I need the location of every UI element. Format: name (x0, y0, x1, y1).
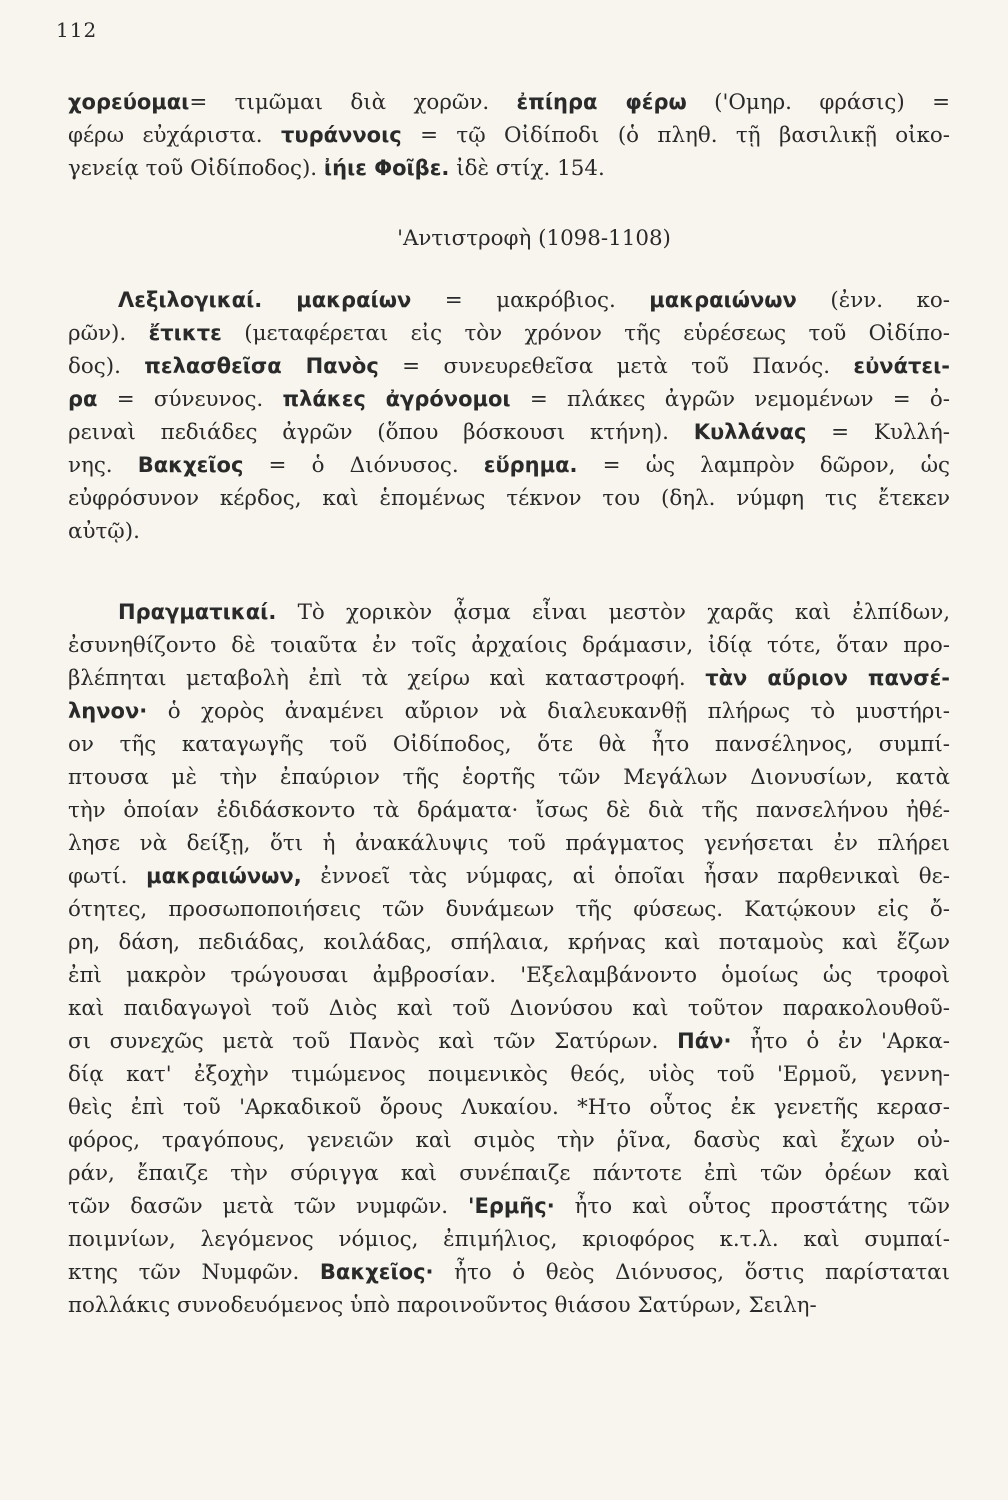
text-run: ρη, δάση, πεδιάδας, κοιλάδας, σπήλαια, κρήνας καὶ ποταμοὺς καὶ ἔζων (68, 930, 950, 955)
text-run: ότητες, προσωποποιήσεις τῶν δυνάμεων τῆς φύσεως. Κατῴκουν εἰς ὄ- (68, 897, 950, 922)
bold-term: ληνον· (68, 699, 148, 723)
intro-paragraph (68, 86, 950, 185)
real-paragraph (68, 596, 950, 1322)
bold-term: Λεξιλογικαί. μακραίων (118, 288, 412, 312)
text-run: = τιμῶμαι διὰ χορῶν. (189, 90, 517, 115)
text-line (68, 1223, 950, 1256)
text-run: = ὁ Διόνυσος. (243, 453, 484, 478)
text-line (68, 1190, 950, 1223)
text-run: ἐπὶ μακρὸν τρώγουσαι ἀμβροσίαν. 'Εξελαμβάνοντο ὁμοίως ὡς τροφοὶ (68, 963, 950, 988)
text-line (68, 827, 950, 860)
text-line (68, 695, 950, 728)
text-line (68, 1091, 950, 1124)
text-line (68, 761, 950, 794)
text-line (68, 152, 950, 185)
text-run: = ὡς λαμπρὸν δῶρον, ὡς (577, 453, 950, 478)
text-run: φέρω εὐχάριστα. (68, 123, 281, 148)
text-line (68, 959, 950, 992)
text-run: ἦτο ὁ ἐν 'Αρκα- (731, 1029, 951, 1054)
text-run: ὁ χορὸς ἀναμένει αὔριον νὰ διαλευκανθῇ πλήρως τὸ μυστήρι- (147, 699, 950, 724)
bold-term: τυράννοις (280, 123, 402, 147)
text-line (68, 1256, 950, 1289)
text-run: πτουσα μὲ τὴν ἐπαύριον τῆς ἑορτῆς τῶν Μεγάλων Διονυσίων, κατὰ (68, 765, 950, 790)
text-run: αὐτῷ). (68, 519, 140, 544)
text-run: = συνευρεθεῖσα μετὰ τοῦ Πανός. (378, 354, 854, 379)
text-line (68, 860, 950, 893)
text-run: ἦτο ὁ θεὸς Διόνυσος, ὅστις παρίσταται (433, 1260, 950, 1285)
text-line (68, 893, 950, 926)
text-run: κτης τῶν Νυμφῶν. (68, 1260, 320, 1285)
text-run: ('Ομηρ. φράσις) = (686, 90, 950, 115)
text-run: βλέπηται μεταβολὴ ἐπὶ τὰ χείρω καὶ καταστροφή. (68, 666, 706, 691)
text-run: ἦτο καὶ οὗτος προστάτης τῶν (554, 1194, 951, 1219)
text-line (68, 284, 950, 317)
bold-term: ρα (68, 387, 98, 411)
bold-term: μακραιώνων (649, 288, 797, 312)
text-line (68, 1124, 950, 1157)
bold-term: τὰν αὔριον πανσέ- (705, 666, 950, 690)
text-line (68, 1025, 950, 1058)
text-line (68, 317, 950, 350)
text-run: (ἐνν. κο- (796, 288, 950, 313)
text-run: ράν, ἔπαιζε τὴν σύριγγα καὶ συνέπαιζε πάντοτε ἐπὶ τῶν ὀρέων καὶ (68, 1161, 950, 1186)
text-run: δίᾳ κατ' ἐξοχὴν τιμώμενος ποιμενικὸς θεός, υἱὸς τοῦ 'Ερμοῦ, γεννη- (68, 1062, 950, 1087)
text-line (68, 119, 950, 152)
text-run: = Κυλλή- (806, 420, 951, 445)
bold-term: ἰήιε Φοῖβε. (323, 156, 450, 180)
bold-term: Πραγματικαί. (118, 600, 277, 624)
text-run: θεὶς ἐπὶ τοῦ 'Αρκαδικοῦ ὄρους Λυκαίου. *Ητο οὗτος ἐκ γενετῆς κερασ- (68, 1095, 950, 1120)
bold-term: εὐνάτει- (853, 354, 951, 378)
bold-term: ἐπίηρα φέρω (516, 90, 687, 114)
text-run: γενείᾳ τοῦ Οἰδίποδος). (68, 156, 324, 181)
bold-term: Πάν· (677, 1029, 732, 1053)
text-run: ον τῆς καταγωγῆς τοῦ Οἰδίποδος, ὅτε θὰ ἦτο πανσέληνος, συμπί- (68, 732, 950, 757)
text-line (68, 596, 950, 629)
text-run: = μακρόβιος. (411, 288, 650, 313)
bold-term: πλάκες ἀγρόνομοι (282, 387, 511, 411)
text-line (68, 416, 950, 449)
text-run: καὶ παιδαγωγοὶ τοῦ Διὸς καὶ τοῦ Διονύσου καὶ τοῦτον παρακολουθοῦ- (68, 996, 950, 1021)
bold-term: Βακχεῖος (137, 453, 244, 477)
bold-term: ἔτικτε (148, 321, 222, 345)
text-run: = σύνευνος. (97, 387, 283, 412)
text-line (68, 449, 950, 482)
page-number: 112 (56, 18, 98, 42)
bold-term: χορεύομαι (68, 90, 190, 114)
bold-term: εὕρημα. (483, 453, 578, 477)
bold-term: Βακχεῖος· (319, 1260, 434, 1284)
text-line (68, 992, 950, 1025)
text-line (68, 350, 950, 383)
text-run: ἰδὲ στίχ. 154. (449, 156, 605, 181)
text-run: ποιμνίων, λεγόμενος νόμιος, ἐπιμήλιος, κριοφόρος κ.τ.λ. καὶ συμπαί- (68, 1227, 950, 1252)
text-run: τῶν δασῶν μετὰ τῶν νυμφῶν. (68, 1194, 469, 1219)
text-run: φωτί. (68, 864, 147, 889)
text-run: τὴν ὁποίαν ἐδιδάσκοντο τὰ δράματα· ἴσως δὲ διὰ τῆς πανσελήνου ἠθέ- (68, 798, 950, 823)
text-run: φόρος, τραγόπους, γενειῶν καὶ σιμὸς τὴν ῥῖνα, δασὺς καὶ ἔχων οὐ- (68, 1128, 950, 1153)
text-line (68, 629, 950, 662)
text-line (68, 1058, 950, 1091)
text-run: ρῶν). (68, 321, 149, 346)
text-run: = τῷ Οἰδίποδι (ὁ πληθ. τῇ βασιλικῇ οἰκο- (401, 123, 951, 148)
text-run: πολλάκις συνοδευόμενος ὑπὸ παροινοῦντος θιάσου Σατύρων, Σειλη- (68, 1293, 817, 1318)
text-run: Τὸ χορικὸν ᾆσμα εἶναι μεστὸν χαρᾶς καὶ ἐλπίδων, (276, 600, 950, 625)
text-run: ἐννοεῖ τὰς νύμφας, αἱ ὁποῖαι ἦσαν παρθενικαὶ θε- (301, 864, 950, 889)
text-run: ἐσυνηθίζοντο δὲ τοιαῦτα ἐν τοῖς ἀρχαίοις δράμασιν, ἰδίᾳ τότε, ὅταν προ- (68, 633, 950, 658)
text-line (68, 86, 950, 119)
text-line (68, 794, 950, 827)
text-line (68, 662, 950, 695)
text-line (68, 383, 950, 416)
text-run: σι συνεχῶς μετὰ τοῦ Πανὸς καὶ τῶν Σατύρων. (68, 1029, 678, 1054)
text-line (68, 1157, 950, 1190)
text-line (68, 926, 950, 959)
text-line (68, 482, 950, 515)
text-run: ρειναὶ πεδιάδες ἀγρῶν (ὅπου βόσκουσι κτήνη). (68, 420, 694, 445)
text-line (68, 728, 950, 761)
text-run: = πλάκες ἀγρῶν νεμομένων = ὀ- (510, 387, 950, 412)
text-run: (μεταφέρεται εἰς τὸν χρόνον τῆς εὑρέσεως τοῦ Οἰδίπο- (221, 321, 950, 346)
text-line (68, 1289, 950, 1322)
bold-term: 'Ερμῆς· (468, 1194, 555, 1218)
text-run: εὐφρόσυνον κέρδος, καὶ ἑπομένως τέκνον του (δηλ. νύμφη τις ἔτεκεν (68, 486, 950, 511)
lexical-paragraph (68, 284, 950, 548)
bold-term: μακραιώνων, (146, 864, 302, 888)
section-heading: 'Αντιστροφὴ (1098-1108) (397, 226, 671, 251)
text-run: νης. (68, 453, 138, 478)
text-line (68, 515, 950, 548)
bold-term: Κυλλάνας (693, 420, 807, 444)
text-run: λησε νὰ δείξῃ, ὅτι ἡ ἀνακάλυψις τοῦ πράγματος γενήσεται ἐν πλήρει (68, 831, 950, 856)
text-run: δος). (68, 354, 145, 379)
bold-term: πελασθεῖσα Πανὸς (144, 354, 379, 378)
